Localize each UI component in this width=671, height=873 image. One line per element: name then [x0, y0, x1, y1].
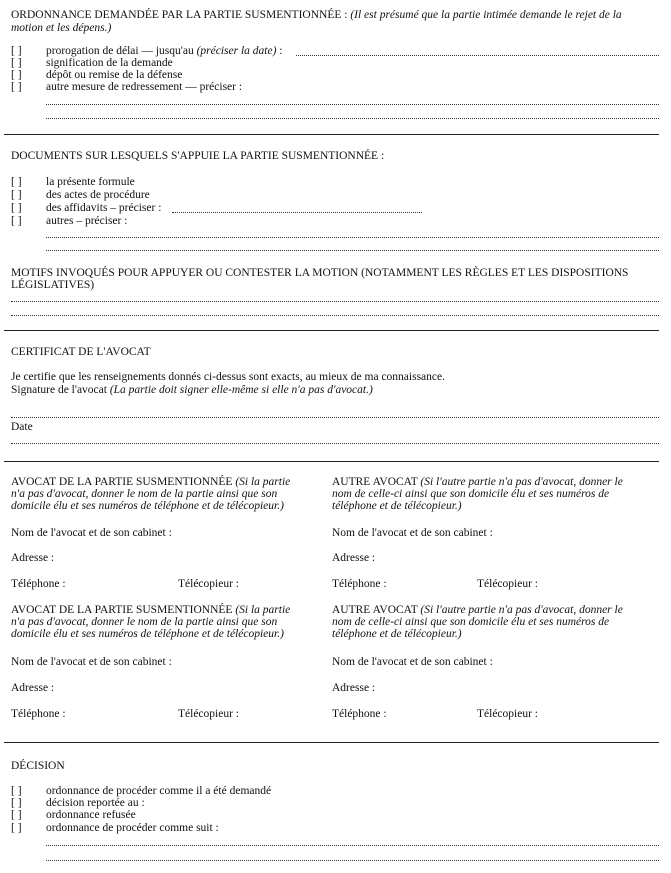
documents-checkbox-1[interactable]: [ ]	[11, 176, 22, 188]
request-item-2: signification de la demande	[46, 57, 173, 69]
counsel2-right-note-3: téléphone et de télécopieur.)	[332, 628, 462, 640]
counsel-right-name-label: Nom de l'avocat et de son cabinet :	[332, 527, 493, 539]
date-label: Date	[11, 421, 33, 433]
counsel2-right-phone-label: Téléphone :	[332, 708, 387, 720]
request-other-line-2[interactable]	[46, 118, 659, 119]
request-checkbox-2[interactable]: [ ]	[11, 57, 22, 69]
documents-checkbox-4[interactable]: [ ]	[11, 215, 22, 227]
documents-other-line-1[interactable]	[46, 237, 659, 238]
documents-title: DOCUMENTS SUR LESQUELS S'APPUIE LA PARTIE SUSMENTIONNÉE :	[11, 150, 385, 162]
counsel-left-fax-label: Télécopieur :	[178, 578, 239, 590]
decision-checkbox-1[interactable]: [ ]	[11, 785, 22, 797]
request-note-1: (Il est présumé que la partie intimée demande le rejet de la	[350, 9, 622, 21]
counsel-left-note-3: domicile élu et ses numéros de téléphone et de télécopieur.)	[11, 500, 284, 512]
request-other-line-1[interactable]	[46, 104, 659, 105]
counsel2-right-title-1	[332, 604, 623, 616]
request-title	[11, 9, 622, 21]
documents-other-line-2[interactable]	[46, 250, 659, 251]
certificate-signature	[11, 384, 373, 396]
counsel2-left-note-1: (Si la partie	[235, 604, 291, 616]
counsel2-right-note-2: nom de celle-ci ainsi que son domicile élu et ses numéros de	[332, 616, 610, 628]
counsel2-right-note-1: (Si l'autre partie n'a pas d'avocat, donner le	[420, 604, 623, 616]
request-checkbox-4[interactable]: [ ]	[11, 81, 22, 93]
request-item-4: autre mesure de redressement — préciser :	[46, 81, 243, 93]
request-checkbox-1[interactable]: [ ]	[11, 45, 22, 57]
certificate-statement: Je certifie que les renseignements donnés ci-dessus sont exacts, au mieux de ma connaissance.	[11, 371, 445, 383]
counsel-right-note-2: nom de celle-ci ainsi que son domicile élu et ses numéros de	[332, 488, 610, 500]
counsel-left-name-label: Nom de l'avocat et de son cabinet :	[11, 527, 172, 539]
grounds-title-2: LÉGISLATIVES)	[11, 279, 95, 291]
counsel-right-fax-label: Télécopieur :	[477, 578, 538, 590]
counsel2-left-phone-label: Téléphone :	[11, 708, 66, 720]
documents-item-4: autres – préciser :	[46, 215, 128, 227]
divider-3	[4, 461, 659, 462]
decision-item-3: ordonnance refusée	[46, 809, 136, 821]
counsel-left-title-1	[11, 476, 290, 488]
grounds-title-1: MOTIFS INVOQUÉS POUR APPUYER OU CONTESTER LA MOTION (NOTAMMENT LES RÈGLES ET LES DISPOSITIONS	[11, 267, 629, 279]
counsel-left-address-label: Adresse :	[11, 552, 55, 564]
counsel2-left-address-label: Adresse :	[11, 682, 55, 694]
request-date-line[interactable]	[296, 55, 659, 56]
counsel-left-note-2: n'a pas d'avocat, donner le nom de la partie ainsi que son	[11, 488, 278, 500]
request-item-1-hint: (préciser la date)	[196, 45, 277, 57]
divider-4	[4, 742, 659, 743]
decision-item-4: ordonnance de procéder comme suit :	[46, 822, 219, 834]
counsel-right-phone-label: Téléphone :	[332, 578, 387, 590]
counsel-right-heading: AUTRE AVOCAT	[332, 476, 418, 488]
request-checkbox-3[interactable]: [ ]	[11, 69, 22, 81]
decision-item-1: ordonnance de procéder comme il a été demandé	[46, 785, 272, 797]
decision-checkbox-2[interactable]: [ ]	[11, 797, 22, 809]
decision-line-2[interactable]	[46, 860, 659, 861]
decision-line-1[interactable]	[46, 845, 659, 846]
counsel-left-heading: AVOCAT DE LA PARTIE SUSMENTIONNÉE	[11, 476, 233, 488]
counsel-right-note-1: (Si l'autre partie n'a pas d'avocat, donner le	[420, 476, 623, 488]
signature-note: (La partie doit signer elle-même si elle n'a pas d'avocat.)	[109, 384, 373, 396]
counsel-right-address-label: Adresse :	[332, 552, 376, 564]
grounds-line-1[interactable]	[11, 301, 659, 302]
decision-checkbox-4[interactable]: [ ]	[11, 822, 22, 834]
counsel2-left-title-1	[11, 604, 290, 616]
request-item-1-suffix: :	[279, 45, 283, 57]
grounds-line-2[interactable]	[11, 315, 659, 316]
counsel2-left-note-2: n'a pas d'avocat, donner le nom de la partie ainsi que son	[11, 616, 278, 628]
decision-checkbox-3[interactable]: [ ]	[11, 809, 22, 821]
request-item-1	[46, 45, 283, 57]
signature-label: Signature de l'avocat	[11, 384, 107, 396]
divider-2	[4, 330, 659, 331]
divider-1	[4, 134, 659, 135]
counsel2-left-fax-label: Télécopieur :	[178, 708, 239, 720]
counsel-left-phone-label: Téléphone :	[11, 578, 66, 590]
documents-item-1: la présente formule	[46, 176, 135, 188]
request-item-3: dépôt ou remise de la défense	[46, 69, 183, 81]
counsel2-right-address-label: Adresse :	[332, 682, 376, 694]
request-note-2: motion et les dépens.)	[11, 22, 112, 34]
decision-title: DÉCISION	[11, 760, 65, 772]
request-item-1-label: prorogation de délai — jusqu'au	[46, 45, 194, 57]
documents-item-3: des affidavits – préciser :	[46, 202, 162, 214]
documents-affidavit-line[interactable]	[172, 212, 422, 213]
certificate-title: CERTIFICAT DE L'AVOCAT	[11, 346, 151, 358]
counsel-left-note-1: (Si la partie	[235, 476, 291, 488]
request-title-text: ORDONNANCE DEMANDÉE PAR LA PARTIE SUSMENTIONNÉE :	[11, 9, 348, 21]
counsel-right-title-1	[332, 476, 623, 488]
signature-line[interactable]	[11, 417, 659, 418]
documents-checkbox-3[interactable]: [ ]	[11, 202, 22, 214]
counsel2-left-name-label: Nom de l'avocat et de son cabinet :	[11, 656, 172, 668]
counsel2-right-name-label: Nom de l'avocat et de son cabinet :	[332, 656, 493, 668]
decision-item-2: décision reportée au :	[46, 797, 145, 809]
counsel-right-note-3: téléphone et de télécopieur.)	[332, 500, 462, 512]
counsel2-left-note-3: domicile élu et ses numéros de téléphone et de télécopieur.)	[11, 628, 284, 640]
counsel2-right-fax-label: Télécopieur :	[477, 708, 538, 720]
counsel2-right-heading: AUTRE AVOCAT	[332, 604, 418, 616]
date-line[interactable]	[11, 443, 659, 444]
counsel2-left-heading: AVOCAT DE LA PARTIE SUSMENTIONNÉE	[11, 604, 233, 616]
documents-checkbox-2[interactable]: [ ]	[11, 189, 22, 201]
documents-item-2: des actes de procédure	[46, 189, 150, 201]
